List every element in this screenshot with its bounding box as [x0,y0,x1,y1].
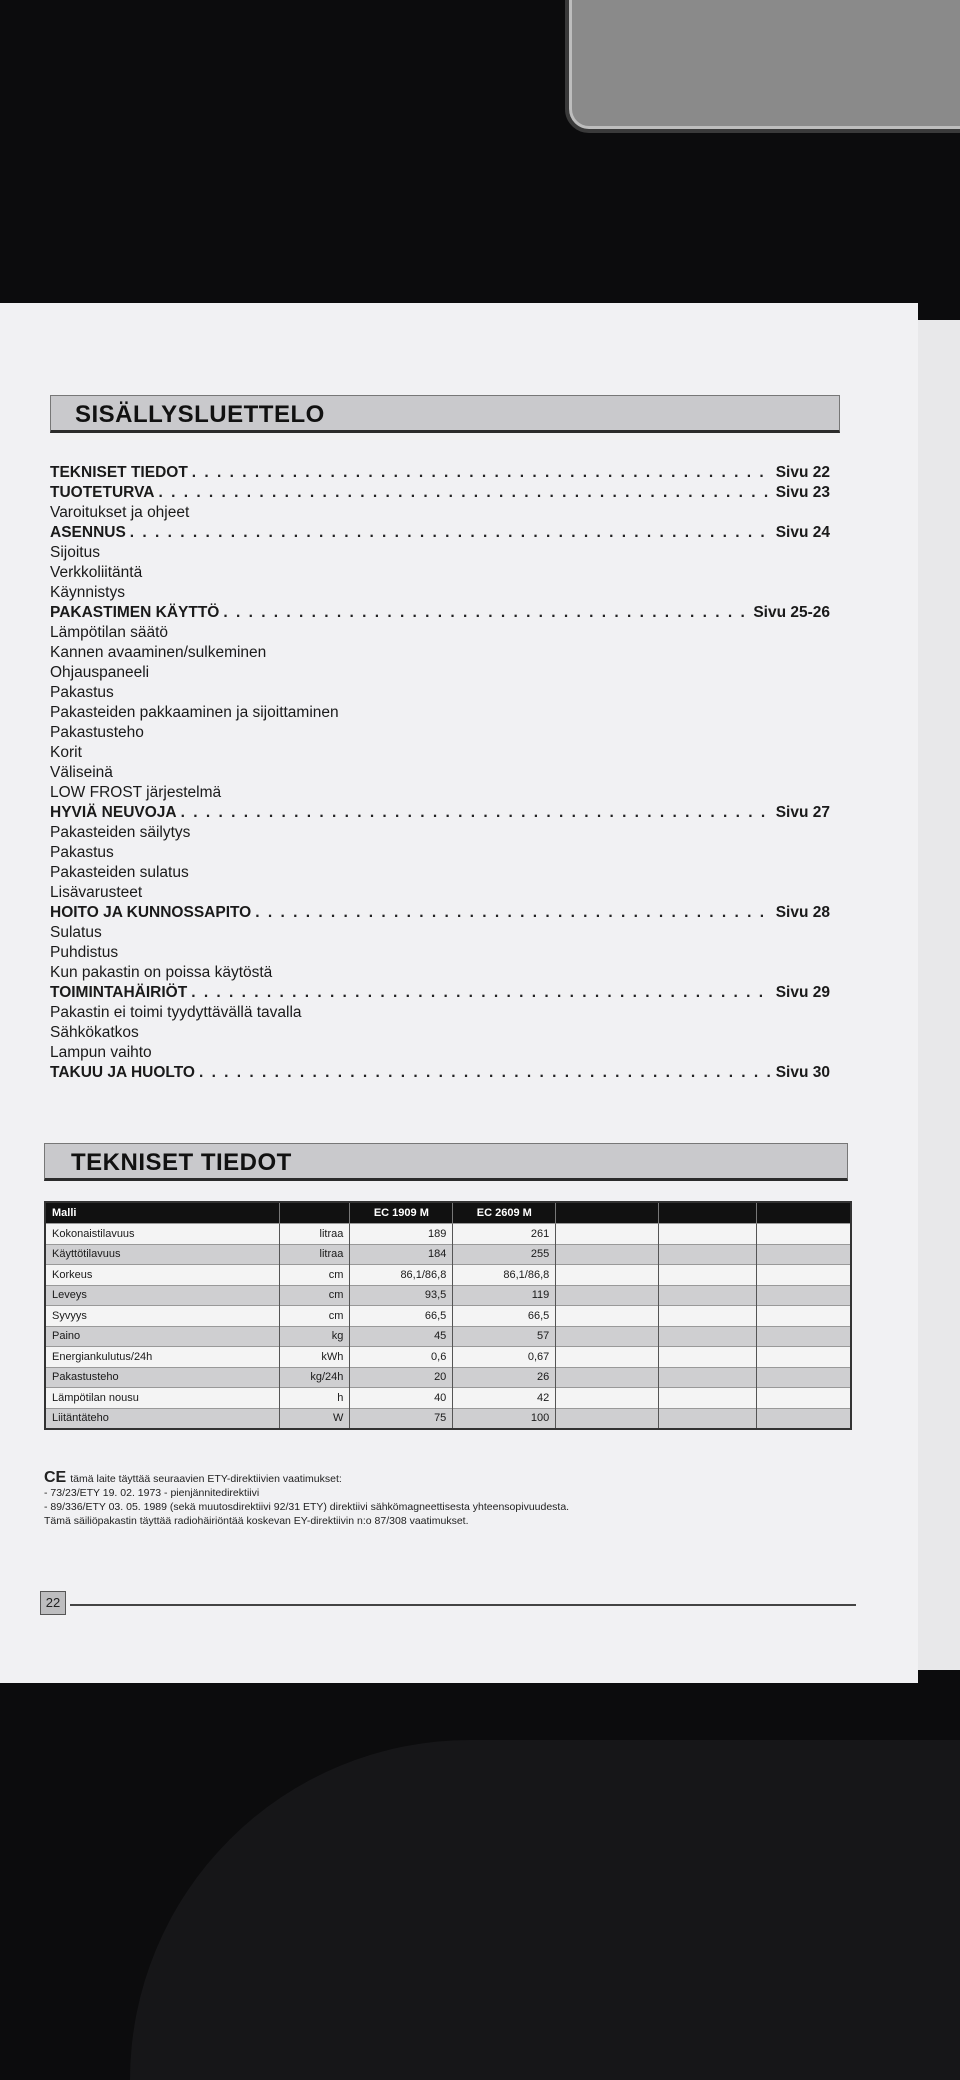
spec-empty-cell [757,1347,851,1368]
ce-mark-icon: CE [44,1469,67,1486]
toc-subitem: Väliseinä [50,764,113,781]
spec-empty-cell [556,1244,659,1265]
spec-value: 66,5 [453,1306,556,1327]
spec-unit: litraa [280,1224,350,1245]
toc-section-title: HYVIÄ NEUVOJA [50,804,177,821]
spec-value: 261 [453,1224,556,1245]
toc-section-title: PAKASTIMEN KÄYTTÖ [50,604,220,621]
toc-subitem: Sijoitus [50,544,100,561]
toc-subitem: Pakastin ei toimi tyydyttävällä tavalla [50,1004,302,1021]
toc-section [50,983,830,1003]
spec-value: 20 [350,1367,453,1388]
spec-value: 57 [453,1326,556,1347]
toc-page-ref: Sivu 28 [775,904,830,921]
toc-page-ref: Sivu 23 [775,484,830,501]
toc-subitem: Korit [50,744,82,761]
toc-page-ref: Sivu 24 [775,524,830,541]
spec-row [45,1244,851,1265]
toc-page-ref: Sivu 27 [775,804,830,821]
spec-empty-cell [556,1306,659,1327]
spec-empty-cell [757,1224,851,1245]
spec-empty-cell [757,1265,851,1286]
manual-page [0,303,918,1683]
spec-column-header: Malli [45,1202,280,1224]
spec-column-header [757,1202,851,1224]
spec-row [45,1265,851,1286]
spec-value: 66,5 [350,1306,453,1327]
toc-subitem: Pakasteiden sulatus [50,864,189,881]
spec-empty-cell [556,1285,659,1306]
spec-column-header: EC 1909 M [350,1202,453,1224]
spec-value: 40 [350,1388,453,1409]
spec-label: Lämpötilan nousu [45,1388,280,1409]
spec-unit: kWh [280,1347,350,1368]
spec-row [45,1326,851,1347]
spec-value: 86,1/86,8 [453,1265,556,1286]
spec-value: 93,5 [350,1285,453,1306]
spec-value: 184 [350,1244,453,1265]
toc-subitem: Pakastus [50,844,114,861]
toc-section [50,483,830,503]
spec-unit: cm [280,1265,350,1286]
toc-heading: SISÄLLYSLUETTELO [50,395,840,433]
toc-subitem: Kannen avaaminen/sulkeminen [50,644,267,661]
spec-unit: litraa [280,1244,350,1265]
notice-line: - 89/336/ETY 03. 05. 1989 (sekä muutosdirektiivi 92/31 ETY) direktiivi sähkömagneettisesta yhteensopivuudesta. [44,1501,570,1513]
spec-value: 119 [453,1285,556,1306]
spec-label: Kokonaistilavuus [45,1224,280,1245]
spec-label: Liitäntäteho [45,1408,280,1429]
toc-subitem: Verkkoliitäntä [50,564,143,581]
toc-section-title: TUOTETURVA [50,484,155,501]
toc-subitem: Pakastus [50,684,114,701]
spec-empty-cell [658,1224,756,1245]
notice-line: - 73/23/ETY 19. 02. 1973 - pienjännitedirektiivi [44,1487,260,1499]
spec-value: 189 [350,1224,453,1245]
spec-label: Syvyys [45,1306,280,1327]
page-number: 22 [40,1591,66,1615]
spec-empty-cell [757,1367,851,1388]
ce-notice [44,1471,804,1528]
toc-subitem: Lämpötilan säätö [50,624,169,641]
spec-empty-cell [658,1244,756,1265]
spec-empty-cell [658,1388,756,1409]
toc-leader-dots [191,983,772,1003]
toc-subitem: Sulatus [50,924,102,941]
toc-subitem: Pakasteiden pakkaaminen ja sijoittaminen [50,704,339,721]
spec-label: Energiankulutus/24h [45,1347,280,1368]
toc-subitem: Puhdistus [50,944,119,961]
toc-subitem: Pakasteiden säilytys [50,824,191,841]
spec-unit: cm [280,1285,350,1306]
spec-empty-cell [556,1347,659,1368]
spec-empty-cell [556,1388,659,1409]
spec-empty-cell [556,1224,659,1245]
spec-empty-cell [658,1285,756,1306]
spec-unit: h [280,1388,350,1409]
toc-section-title: TAKUU JA HUOLTO [50,1064,195,1081]
toc-leader-dots [181,803,772,823]
spec-empty-cell [757,1285,851,1306]
spec-table [44,1201,852,1430]
spec-unit: cm [280,1306,350,1327]
spec-empty-cell [556,1408,659,1429]
spec-label: Pakastusteho [45,1367,280,1388]
spec-empty-cell [556,1326,659,1347]
spec-empty-cell [658,1408,756,1429]
toc-page-ref: Sivu 29 [775,984,830,1001]
spec-label: Korkeus [45,1265,280,1286]
spec-column-header: EC 2609 M [453,1202,556,1224]
toc-section-title: TOIMINTAHÄIRIÖT [50,984,188,1001]
toc-leader-dots [192,463,772,483]
spec-unit: kg [280,1326,350,1347]
toc-section-title: HOITO JA KUNNOSSAPITO [50,904,252,921]
spec-label: Leveys [45,1285,280,1306]
spec-empty-cell [658,1367,756,1388]
toc-subitem: Lampun vaihto [50,1044,152,1061]
notice-line: Tämä säiliöpakastin täyttää radiohäiriöntää koskevan EY-direktiivin n:o 87/308 vaatimukset. [44,1515,469,1527]
toc-leader-dots [199,1063,772,1083]
toc-section-title: TEKNISET TIEDOT [50,464,188,481]
spec-value: 75 [350,1408,453,1429]
spec-row [45,1367,851,1388]
toc-section-title: ASENNUS [50,524,126,541]
spec-empty-cell [757,1244,851,1265]
spec-unit: kg/24h [280,1367,350,1388]
spec-column-header [280,1202,350,1224]
toc-page-ref: Sivu 25-26 [753,604,830,621]
toc-subitem: Pakastusteho [50,724,144,741]
spec-empty-cell [757,1388,851,1409]
spec-column-header [556,1202,659,1224]
toc-subitem: Varoitukset ja ohjeet [50,504,190,521]
spec-empty-cell [658,1306,756,1327]
spec-unit: W [280,1408,350,1429]
notice-line: tämä laite täyttää seuraavien ETY-direktiivien vaatimukset: [70,1473,342,1485]
spec-header-row [45,1202,851,1224]
toc-subitem: LOW FROST järjestelmä [50,784,222,801]
spec-empty-cell [757,1306,851,1327]
toc-section [50,903,830,923]
spec-value: 255 [453,1244,556,1265]
toc-leader-dots [158,483,771,503]
spec-row [45,1306,851,1327]
toc-section [50,463,830,483]
spec-value: 0,67 [453,1347,556,1368]
spec-empty-cell [757,1408,851,1429]
toc-subitem: Lisävarusteet [50,884,143,901]
spec-value: 42 [453,1388,556,1409]
spec-value: 45 [350,1326,453,1347]
spec-empty-cell [658,1347,756,1368]
spec-empty-cell [757,1326,851,1347]
toc-section [50,1063,830,1083]
toc-subitem: Ohjauspaneeli [50,664,150,681]
spec-row [45,1347,851,1368]
toc-section [50,803,830,823]
dark-fabric [130,1740,960,2080]
toc-subitem: Sähkökatkos [50,1024,139,1041]
toc-leader-dots [223,603,749,623]
spec-row [45,1388,851,1409]
spec-row [45,1224,851,1245]
spec-value: 26 [453,1367,556,1388]
spec-label: Paino [45,1326,280,1347]
spec-value: 0,6 [350,1347,453,1368]
spec-empty-cell [658,1326,756,1347]
spec-empty-cell [658,1265,756,1286]
table-of-contents [50,463,830,1083]
toc-page-ref: Sivu 30 [775,1064,830,1081]
toc-section [50,603,830,623]
spec-row [45,1285,851,1306]
device-corner [565,0,960,133]
footer-rule [70,1604,856,1606]
toc-subitem: Käynnistys [50,584,125,601]
spec-row [45,1408,851,1429]
toc-section [50,523,830,543]
spec-empty-cell [556,1367,659,1388]
spec-value: 100 [453,1408,556,1429]
toc-subitem: Kun pakastin on poissa käytöstä [50,964,273,981]
spec-empty-cell [556,1265,659,1286]
spec-label: Käyttötilavuus [45,1244,280,1265]
toc-leader-dots [255,903,771,923]
toc-page-ref: Sivu 22 [775,464,830,481]
spec-value: 86,1/86,8 [350,1265,453,1286]
toc-leader-dots [130,523,772,543]
tech-heading: TEKNISET TIEDOT [44,1143,848,1181]
spec-column-header [658,1202,756,1224]
